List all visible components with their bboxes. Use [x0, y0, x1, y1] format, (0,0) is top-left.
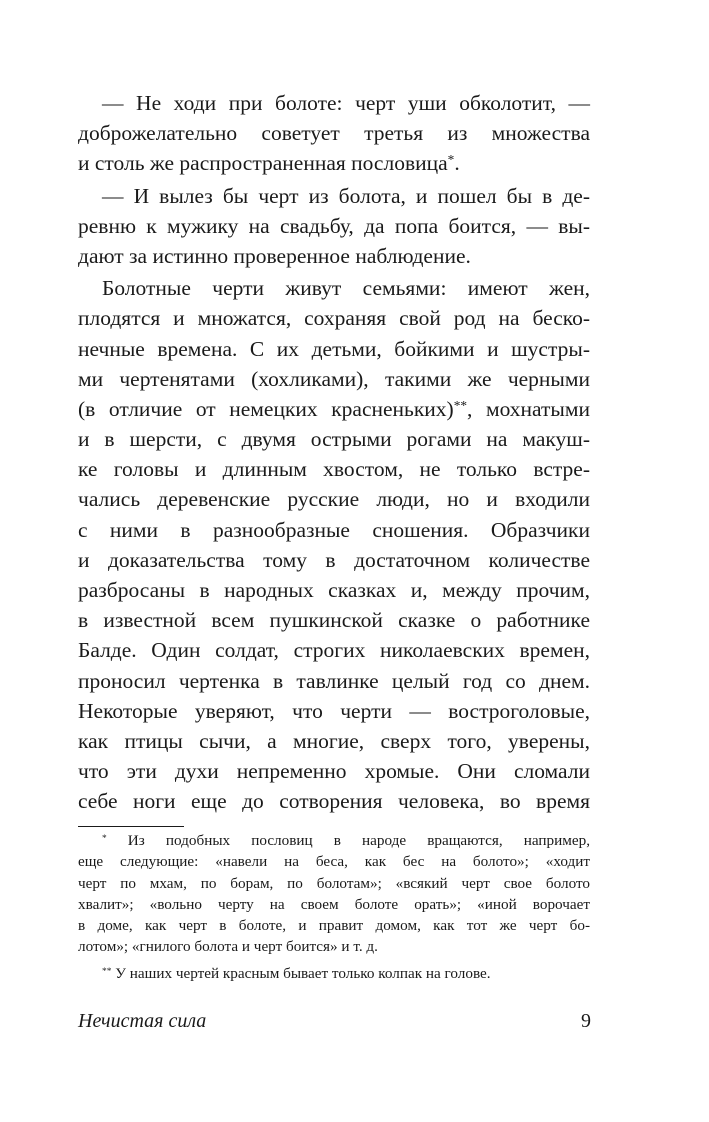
- text-line: доброжелательно советует третья из множества: [78, 121, 590, 146]
- text-line: дают за истинно проверенное наблюдение.: [78, 243, 471, 268]
- text-line: — Не ходи при болоте: черт уши обколотит, —: [102, 91, 590, 115]
- footnote-marker: *: [447, 152, 455, 168]
- text-line: чались деревенские русские люди, но и входили: [78, 487, 590, 512]
- text-fragment: У наших чертей красным бывает только колпак на голове.: [111, 964, 491, 982]
- footnote-line: [78, 830, 590, 851]
- text-line: Болотные черти живут семьями: имеют жен,: [102, 276, 590, 301]
- running-title: Нечистая сила: [78, 1010, 207, 1032]
- text-line: Некоторые уверяют, что черти — востроголовые,: [78, 698, 590, 723]
- text-line: — И вылез бы черт из болота, и пошел бы в де-: [102, 183, 590, 208]
- text-fragment: (в отличие от немецких красненьких): [78, 396, 454, 421]
- text-line: [78, 148, 590, 178]
- text-line: в известной всем пушкинской сказке о работнике: [78, 608, 590, 633]
- text-line: ми чертенятами (хохликами), такими же черными: [78, 366, 590, 391]
- text-fragment: Из подобных пословиц в народе вращаются, например,: [106, 832, 590, 849]
- text-fragment: .: [454, 151, 460, 176]
- footnote-marker: **: [102, 966, 112, 977]
- text-line: что эти духи непременно хромые. Они сломали: [78, 759, 590, 784]
- text-line: как птицы сычи, а многие, сверх того, уверены,: [78, 728, 590, 753]
- footnote-line: хвалит»; «вольно черту на своем болоте орать»; «иной ворочает: [78, 895, 590, 913]
- text-line: ке головы и длинным хвостом, не только встре-: [78, 457, 590, 482]
- footnotes: [78, 830, 590, 984]
- footnote-line: [78, 963, 590, 984]
- text-line: нечные времена. С их детьми, бойкими и шустры-: [78, 336, 590, 361]
- text-line: Балде. Один солдат, строгих николаевских времен,: [78, 638, 590, 663]
- text-fragment: , мохнатыми: [467, 396, 590, 421]
- text-line: плодятся и множатся, сохраняя свой род на беско-: [78, 306, 590, 331]
- footnote-marker: **: [453, 397, 468, 413]
- text-line: и в шерсти, с двумя острыми рогами на макуш-: [78, 427, 590, 452]
- footnote-line: черт по мхам, по борам, по болотам»; «всякий черт свое болото: [78, 874, 590, 892]
- text-line: [78, 394, 590, 424]
- footnote-line: лотом»; «гнилого болота и черт боится» и т. д.: [78, 938, 378, 956]
- text-line: с ними в разнообразные сношения. Образчики: [78, 517, 590, 542]
- text-line: проносил чертенка в тавлинке целый год со днем.: [78, 668, 590, 693]
- text-line: разбросаны в народных сказках и, между прочим,: [78, 578, 590, 602]
- footnote-marker: *: [102, 833, 107, 844]
- text-line: ревню к мужику на свадьбу, да попа боится, — вы-: [78, 213, 590, 238]
- footnote-divider: [78, 826, 184, 827]
- text-fragment: и столь же распространенная пословица: [78, 151, 448, 176]
- footnote-line: еще следующие: «навели на беса, как бес на болото»; «ходит: [78, 853, 590, 871]
- page-number: 9: [581, 1010, 591, 1032]
- text-line: и доказательства тому в достаточном количестве: [78, 547, 590, 572]
- main-text: [78, 88, 590, 817]
- text-line: себе ноги еще до сотворения человека, во время: [78, 789, 590, 814]
- footnote-line: в доме, как черт в болоте, и правит домом, как тот же черт бо-: [78, 917, 590, 935]
